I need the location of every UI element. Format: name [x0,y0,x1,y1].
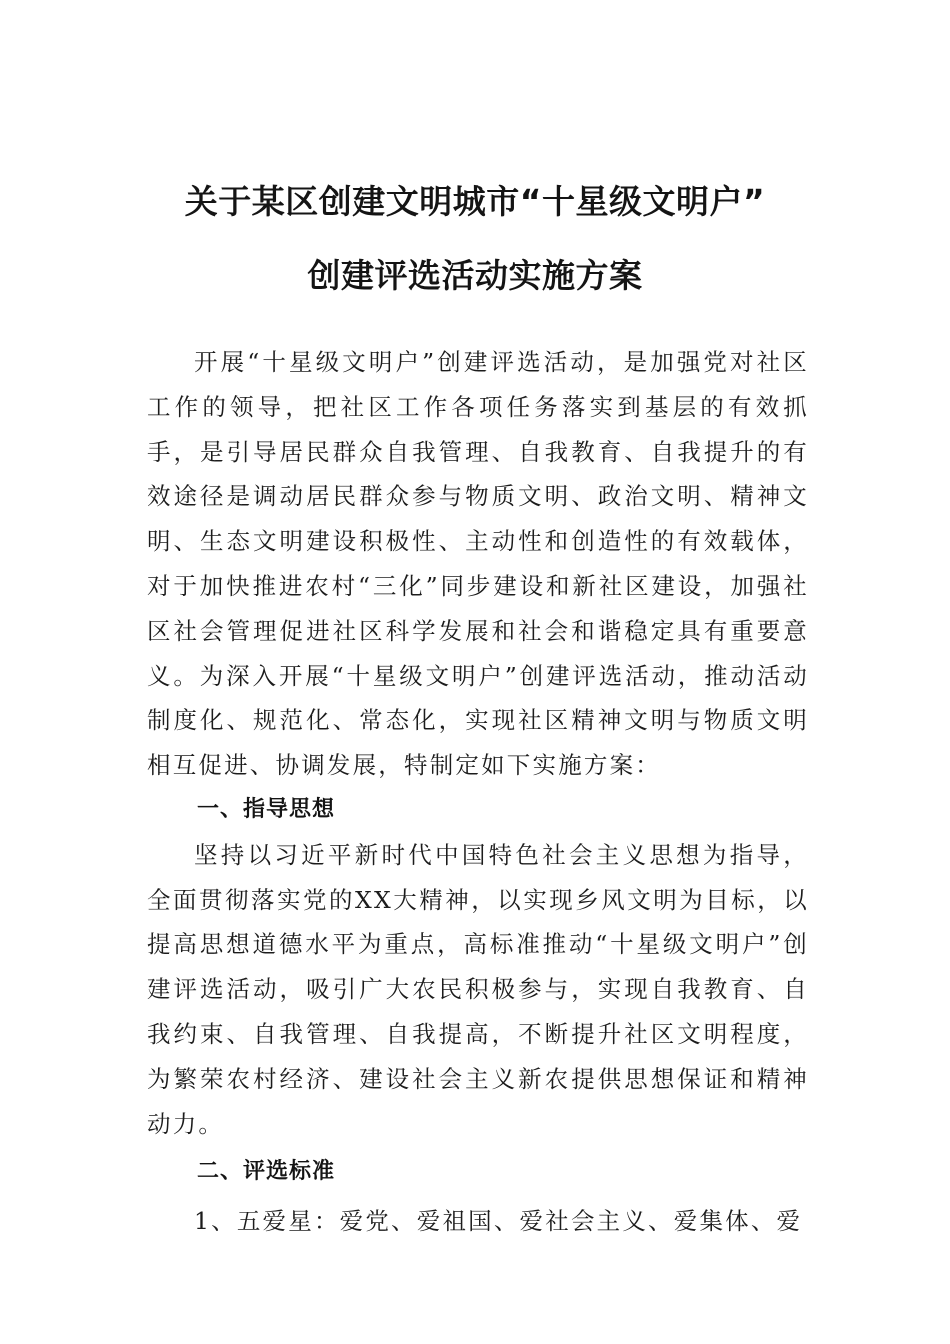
document-title [0,165,950,313]
guiding-ideology-paragraph: 坚持以习近平新时代中国特色社会主义思想为指导，全面贯彻落实党的XX大精神，以实现乡风文明为目标，以提高思想道德水平为重点，高标准推动“十星级文明户”创建评选活动，吸引广大农民积极参与，实现自我教育、自我约束、自我管理、自我提高，不断提升社区文明程度，为繁荣农村经济、建设社会主义新农提供思想保证和精神动力。 [147,840,809,1138]
criteria-item-1: 1、五爱星：爱党、爱祖国、爱社会主义、爱集体、爱 [194,1207,803,1236]
intro-paragraph: 开展“十星级文明户”创建评选活动，是加强党对社区工作的领导，把社区工作各项任务落实到基层的有效抓手，是引导居民群众自我管理、自我教育、自我提升的有效途径是调动居民群众参与物质文明、政治文明、精神文明、生态文明建设积极性、主动性和创造性的有效载体，对于加快推进农村“三化”同步建设和新社区建设，加强社区社会管理促进社区科学发展和社会和谐稳定具有重要意义。为深入开展“十星级文明户”创建评选活动，推动活动制度化、规范化、常态化，实现社区精神文明与物质文明相互促进、协调发展，特制定如下实施方案： [147,348,809,780]
document-body [147,340,809,1244]
section-heading-selection-criteria: 二、评选标准 [197,1159,336,1185]
section-heading-guiding-ideology: 一、指导思想 [197,796,336,822]
title-line-1: 关于某区创建文明城市“十星级文明户” [184,182,766,221]
title-line-2: 创建评选活动实施方案 [307,256,643,295]
